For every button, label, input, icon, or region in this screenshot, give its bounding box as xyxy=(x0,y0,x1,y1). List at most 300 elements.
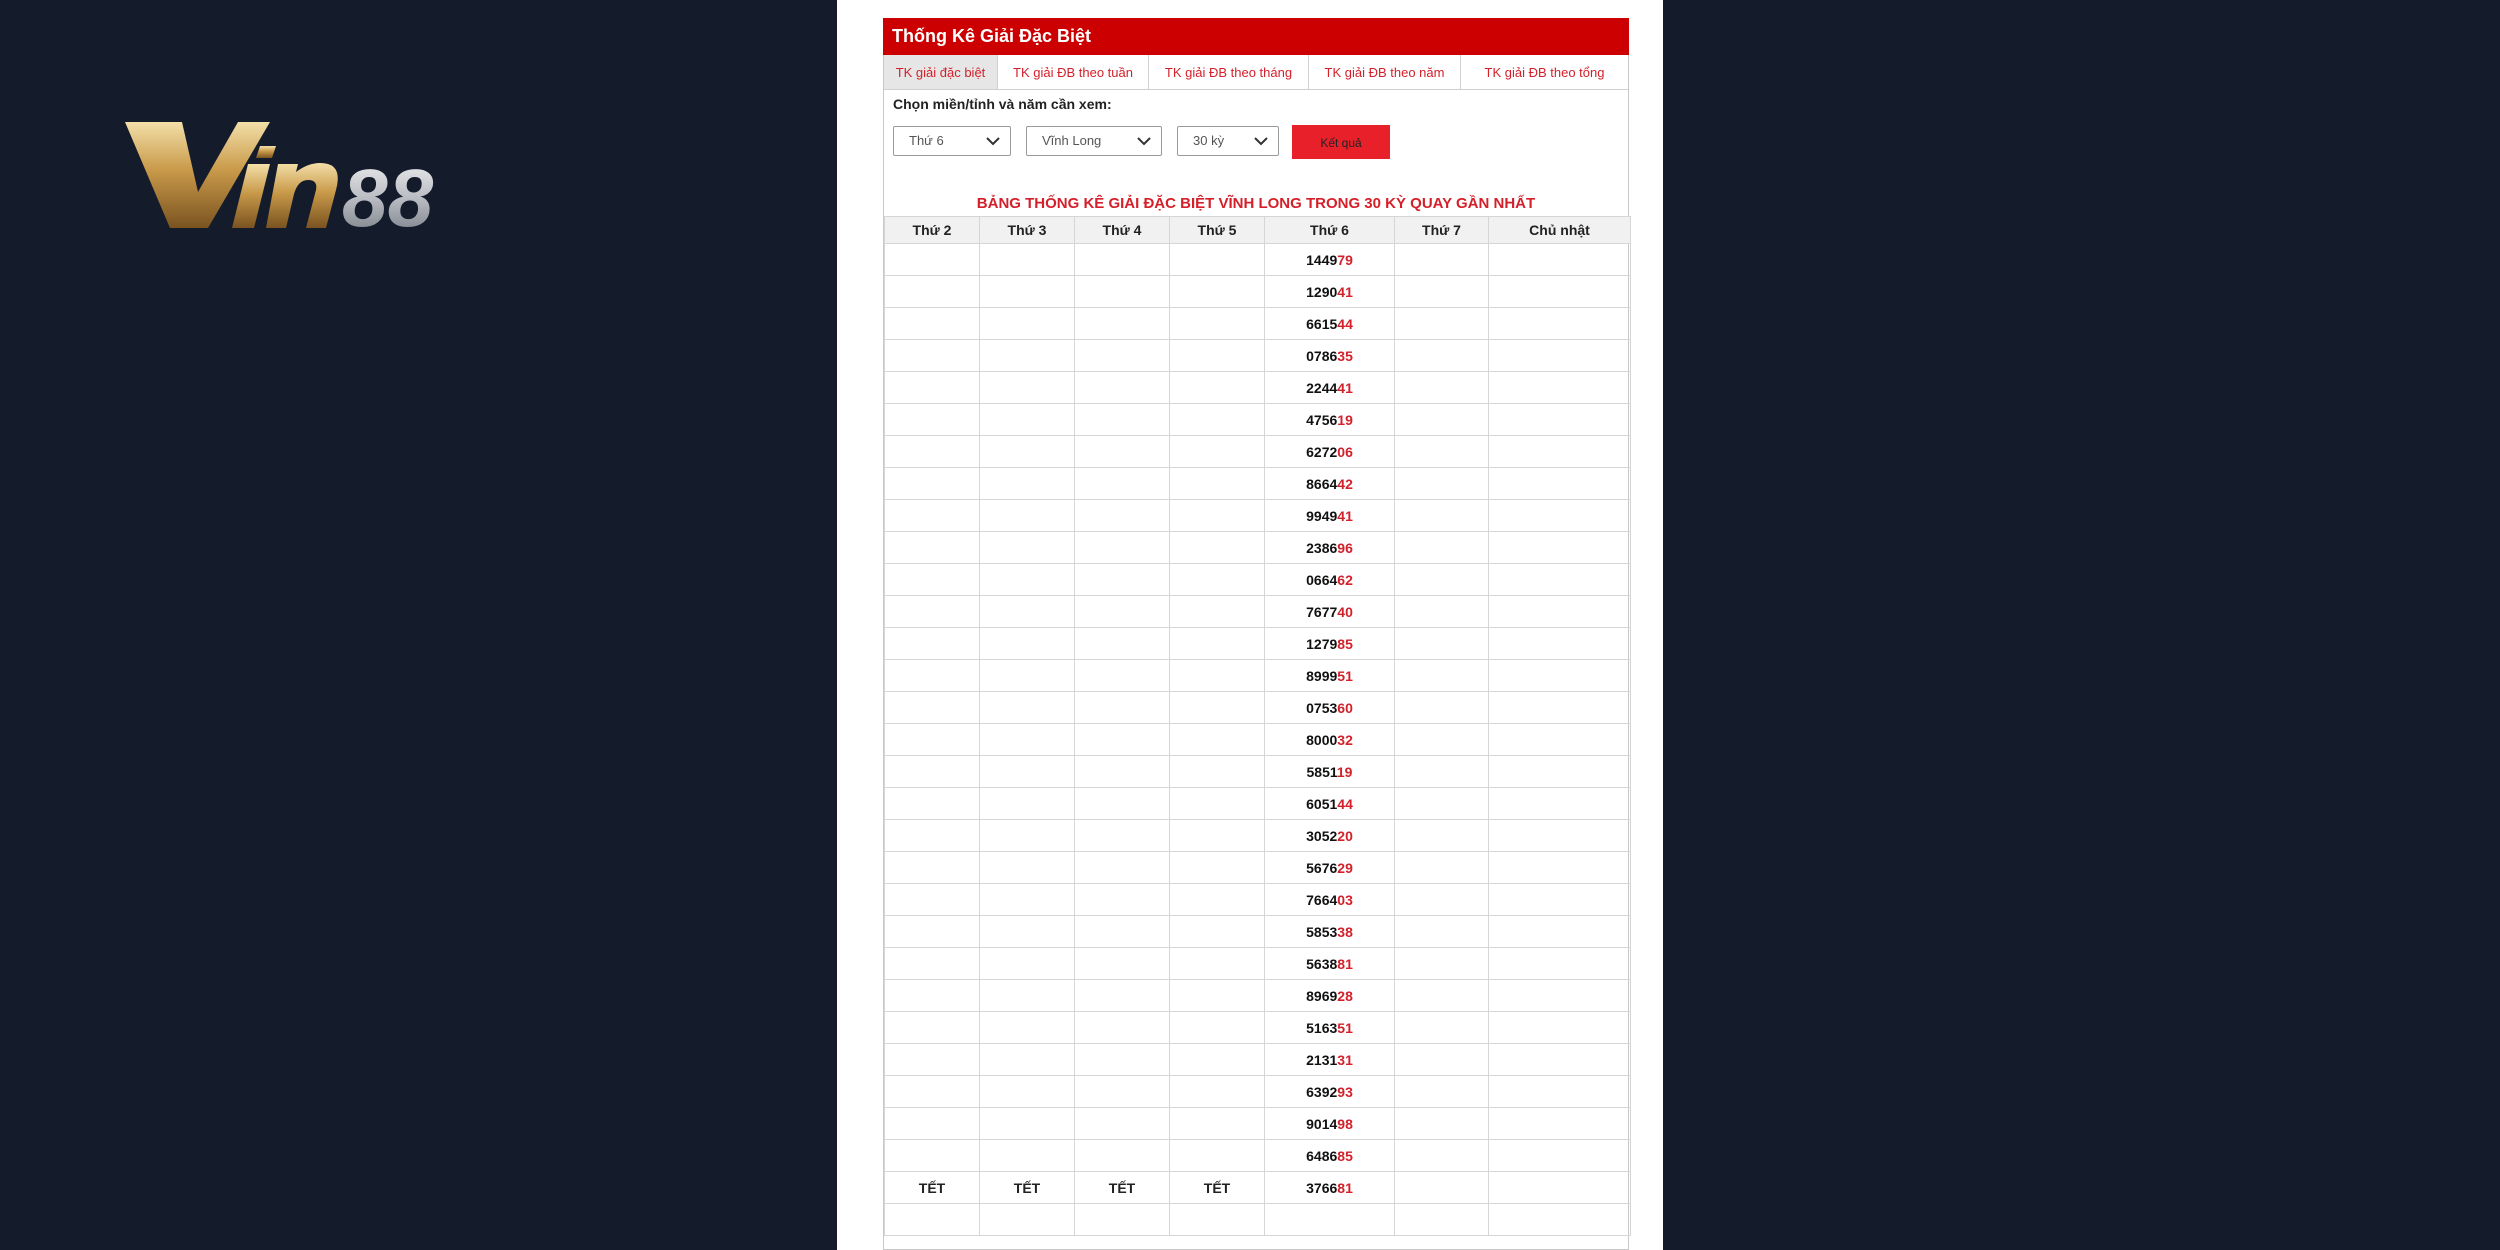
result-number-head: 6486 xyxy=(1306,1147,1338,1164)
empty-cell xyxy=(1075,564,1170,596)
tab-by-total[interactable]: TK giải ĐB theo tổng xyxy=(1484,64,1605,80)
form-label: Chọn miền/tỉnh và năm cần xem: xyxy=(893,96,1112,112)
empty-cell xyxy=(1489,884,1631,916)
table-row xyxy=(885,404,1631,436)
table-row xyxy=(885,1076,1631,1108)
result-number-tail: 81 xyxy=(1337,1179,1353,1196)
empty-cell xyxy=(1170,532,1265,564)
result-number-head: 4756 xyxy=(1306,411,1338,428)
empty-cell xyxy=(885,820,980,852)
empty-cell xyxy=(1075,692,1170,724)
empty-cell xyxy=(1075,308,1170,340)
result-number-tail: 41 xyxy=(1337,283,1353,300)
tab-by-month[interactable]: TK giải ĐB theo tháng xyxy=(1149,55,1309,89)
empty-cell xyxy=(1075,372,1170,404)
empty-cell xyxy=(1489,628,1631,660)
table-row xyxy=(885,1012,1631,1044)
result-cell xyxy=(1265,436,1395,468)
result-number-tail: 19 xyxy=(1336,763,1353,780)
empty-cell xyxy=(1075,244,1170,276)
empty-cell xyxy=(1395,468,1489,500)
empty-cell xyxy=(1395,244,1489,276)
empty-cell xyxy=(885,1012,980,1044)
empty-cell xyxy=(980,404,1075,436)
weekday-select-value: Thứ 6 xyxy=(909,133,944,148)
empty-cell xyxy=(1170,1204,1265,1236)
chevron-down-icon xyxy=(986,136,1000,146)
column-header-thu: Thứ 5 xyxy=(1170,217,1265,244)
empty-cell xyxy=(980,500,1075,532)
result-cell xyxy=(1265,724,1395,756)
empty-cell xyxy=(885,980,980,1012)
empty-cell xyxy=(1075,788,1170,820)
empty-cell xyxy=(885,468,980,500)
result-number-head: 8664 xyxy=(1306,475,1338,492)
empty-cell xyxy=(1075,500,1170,532)
empty-cell xyxy=(1395,1140,1489,1172)
result-cell xyxy=(1265,532,1395,564)
empty-cell xyxy=(1395,340,1489,372)
empty-cell xyxy=(1170,564,1265,596)
empty-cell xyxy=(980,244,1075,276)
result-number-head: 3052 xyxy=(1306,827,1338,844)
table-row xyxy=(885,276,1631,308)
empty-cell xyxy=(1489,948,1631,980)
result-cell xyxy=(1265,372,1395,404)
table-title: BẢNG THỐNG KÊ GIẢI ĐẶC BIỆT VĨNH LONG TRONG 30 KỲ QUAY GẦN NHẤT xyxy=(976,195,1536,212)
empty-cell xyxy=(1395,1108,1489,1140)
result-cell xyxy=(1265,820,1395,852)
tab-by-year[interactable]: TK giải ĐB theo năm xyxy=(1309,55,1461,89)
result-number-head: 8999 xyxy=(1306,667,1338,684)
empty-cell xyxy=(980,916,1075,948)
result-number-head: 8000 xyxy=(1306,731,1338,748)
result-number-tail: 85 xyxy=(1337,1147,1353,1164)
empty-cell xyxy=(885,692,980,724)
empty-cell xyxy=(980,980,1075,1012)
result-cell xyxy=(1265,660,1395,692)
result-cell xyxy=(1265,788,1395,820)
table-row xyxy=(885,660,1631,692)
empty-cell xyxy=(1170,916,1265,948)
empty-cell xyxy=(885,500,980,532)
column-header-sun: Chủ nhật xyxy=(1489,217,1631,244)
empty-cell xyxy=(1075,980,1170,1012)
empty-cell xyxy=(1170,500,1265,532)
empty-cell xyxy=(1075,1076,1170,1108)
column-header-fri: Thứ 6 xyxy=(1265,217,1395,244)
empty-cell xyxy=(1075,340,1170,372)
empty-cell xyxy=(1489,980,1631,1012)
result-cell xyxy=(1265,1140,1395,1172)
empty-cell xyxy=(885,788,980,820)
empty-cell xyxy=(980,532,1075,564)
empty-cell xyxy=(1075,884,1170,916)
result-number-head: 8969 xyxy=(1306,987,1338,1004)
empty-cell xyxy=(1489,1076,1631,1108)
empty-cell xyxy=(885,756,980,788)
result-number-head: 6272 xyxy=(1306,443,1338,460)
empty-cell xyxy=(885,660,980,692)
result-cell xyxy=(1265,564,1395,596)
result-number-tail: 03 xyxy=(1337,891,1353,908)
province-select-value: Vĩnh Long xyxy=(1042,133,1102,148)
result-number-head: 5851 xyxy=(1306,763,1337,780)
empty-cell xyxy=(885,564,980,596)
result-cell xyxy=(1265,340,1395,372)
tet-cell: TẾT xyxy=(1170,1172,1265,1204)
table-row xyxy=(885,340,1631,372)
empty-cell xyxy=(1170,980,1265,1012)
empty-cell xyxy=(1395,980,1489,1012)
result-cell xyxy=(1265,244,1395,276)
empty-cell xyxy=(980,884,1075,916)
result-number-head: 0753 xyxy=(1306,699,1338,716)
result-number-head: 5638 xyxy=(1306,955,1338,972)
chevron-down-icon xyxy=(1137,136,1151,146)
result-number-head: 7677 xyxy=(1306,603,1338,620)
stats-tabs xyxy=(884,55,1628,90)
result-number-head: 0786 xyxy=(1306,347,1338,364)
result-cell xyxy=(1265,980,1395,1012)
table-row xyxy=(885,788,1631,820)
result-number-tail: 29 xyxy=(1337,859,1353,876)
result-number-tail: 79 xyxy=(1337,251,1353,268)
empty-cell xyxy=(1395,404,1489,436)
empty-cell xyxy=(885,372,980,404)
table-row xyxy=(885,852,1631,884)
table-row xyxy=(885,372,1631,404)
tab-by-week[interactable]: TK giải ĐB theo tuần xyxy=(998,55,1149,89)
empty-cell xyxy=(1395,628,1489,660)
empty-cell xyxy=(1395,884,1489,916)
table-row xyxy=(885,980,1631,1012)
empty-cell xyxy=(1170,628,1265,660)
logo-text: 88 xyxy=(342,153,434,240)
result-cell xyxy=(1265,308,1395,340)
table-row xyxy=(885,564,1631,596)
empty-cell xyxy=(1170,1044,1265,1076)
empty-cell xyxy=(1170,340,1265,372)
result-cell xyxy=(1265,692,1395,724)
empty-cell xyxy=(1170,1012,1265,1044)
empty-cell xyxy=(1075,1140,1170,1172)
empty-cell xyxy=(980,468,1075,500)
result-number-head: 1449 xyxy=(1306,251,1338,268)
empty-cell xyxy=(1489,244,1631,276)
empty-cell xyxy=(1395,916,1489,948)
result-cell xyxy=(1265,884,1395,916)
empty-cell xyxy=(980,1012,1075,1044)
empty-cell xyxy=(980,820,1075,852)
result-number-head: 5163 xyxy=(1306,1019,1338,1036)
empty-cell xyxy=(1489,1108,1631,1140)
empty-cell xyxy=(1170,308,1265,340)
empty-cell xyxy=(980,660,1075,692)
result-number-tail: 35 xyxy=(1337,347,1353,364)
empty-cell xyxy=(885,1204,980,1236)
empty-cell xyxy=(1395,532,1489,564)
table-row xyxy=(885,1140,1631,1172)
weekday-select[interactable] xyxy=(893,126,1011,156)
result-number-tail: 41 xyxy=(1337,507,1353,524)
empty-cell xyxy=(885,1076,980,1108)
result-number-tail: 40 xyxy=(1337,603,1353,620)
table-row xyxy=(885,532,1631,564)
empty-cell xyxy=(1075,1204,1170,1236)
empty-cell xyxy=(980,1204,1075,1236)
empty-cell xyxy=(885,1108,980,1140)
result-cell xyxy=(1265,500,1395,532)
empty-cell xyxy=(1170,372,1265,404)
empty-cell xyxy=(1075,596,1170,628)
result-number-head: 2131 xyxy=(1306,1051,1338,1068)
table-row xyxy=(885,948,1631,980)
empty-cell xyxy=(1395,820,1489,852)
periods-select[interactable] xyxy=(1177,126,1279,156)
empty-cell xyxy=(1075,628,1170,660)
empty-cell xyxy=(1170,244,1265,276)
column-header-wed: Thứ 4 xyxy=(1075,217,1170,244)
result-number-tail: 28 xyxy=(1337,987,1353,1004)
empty-cell xyxy=(1395,756,1489,788)
empty-cell xyxy=(1075,948,1170,980)
empty-cell xyxy=(1489,564,1631,596)
empty-cell xyxy=(1170,468,1265,500)
empty-cell xyxy=(885,1140,980,1172)
result-cell xyxy=(1265,948,1395,980)
empty-cell xyxy=(1170,436,1265,468)
result-number-tail: 19 xyxy=(1337,411,1353,428)
result-cell xyxy=(1265,596,1395,628)
empty-cell xyxy=(1170,724,1265,756)
table-row xyxy=(885,436,1631,468)
empty-cell xyxy=(1489,1172,1631,1204)
empty-cell xyxy=(1395,436,1489,468)
empty-cell xyxy=(1075,820,1170,852)
empty-cell xyxy=(1075,916,1170,948)
empty-cell xyxy=(980,436,1075,468)
empty-cell xyxy=(1395,372,1489,404)
result-number-tail: 85 xyxy=(1337,635,1353,652)
empty-cell xyxy=(980,1140,1075,1172)
table-row xyxy=(885,692,1631,724)
table-header-row xyxy=(885,217,1631,244)
empty-cell xyxy=(1170,948,1265,980)
empty-cell xyxy=(885,724,980,756)
empty-cell xyxy=(1075,404,1170,436)
empty-cell xyxy=(1395,1044,1489,1076)
empty-cell xyxy=(1395,500,1489,532)
result-number-head: 1279 xyxy=(1306,635,1338,652)
empty-cell xyxy=(1489,820,1631,852)
table-row xyxy=(885,468,1631,500)
empty-cell xyxy=(1075,276,1170,308)
empty-cell xyxy=(1395,852,1489,884)
empty-cell xyxy=(1489,372,1631,404)
empty-cell xyxy=(885,916,980,948)
column-header-mon: Thứ 2 xyxy=(885,217,980,244)
empty-cell xyxy=(1075,852,1170,884)
result-number-tail: 06 xyxy=(1337,443,1353,460)
empty-cell xyxy=(885,436,980,468)
table-row xyxy=(885,628,1631,660)
result-number-head: 5676 xyxy=(1306,859,1338,876)
empty-cell xyxy=(1395,1204,1489,1236)
empty-cell xyxy=(1489,404,1631,436)
filter-controls xyxy=(884,116,1628,176)
tab-special-prize[interactable]: TK giải đặc biệt xyxy=(884,55,998,89)
periods-select-value: 30 kỳ xyxy=(1193,133,1225,148)
empty-cell xyxy=(885,948,980,980)
empty-cell xyxy=(1170,1108,1265,1140)
empty-cell xyxy=(885,404,980,436)
empty-cell xyxy=(1489,532,1631,564)
result-cell xyxy=(1265,1172,1395,1204)
table-row xyxy=(885,244,1631,276)
empty-cell xyxy=(1489,1012,1631,1044)
empty-cell xyxy=(1489,276,1631,308)
empty-cell xyxy=(980,276,1075,308)
empty-cell xyxy=(1170,404,1265,436)
empty-cell xyxy=(1075,1108,1170,1140)
result-number-tail: 44 xyxy=(1337,315,1353,332)
table-row xyxy=(885,500,1631,532)
result-cell xyxy=(1265,404,1395,436)
empty-cell xyxy=(1395,788,1489,820)
empty-cell xyxy=(980,852,1075,884)
empty-cell xyxy=(1395,1172,1489,1204)
empty-cell xyxy=(980,948,1075,980)
table-row xyxy=(885,820,1631,852)
empty-cell xyxy=(1075,1044,1170,1076)
table-row xyxy=(885,596,1631,628)
tet-cell: TẾT xyxy=(1075,1172,1170,1204)
empty-cell xyxy=(1075,532,1170,564)
result-number-head: 2386 xyxy=(1306,539,1338,556)
empty-cell xyxy=(1489,468,1631,500)
result-number-tail: 51 xyxy=(1337,667,1353,684)
empty-cell xyxy=(980,564,1075,596)
empty-cell xyxy=(1489,724,1631,756)
empty-cell xyxy=(885,852,980,884)
result-number-tail: 41 xyxy=(1337,379,1353,396)
chevron-down-icon xyxy=(1254,136,1268,146)
empty-cell xyxy=(1170,884,1265,916)
vin88-logo xyxy=(120,110,490,240)
table-row xyxy=(885,1204,1631,1236)
empty-cell xyxy=(1489,500,1631,532)
empty-cell xyxy=(1075,756,1170,788)
empty-cell xyxy=(1489,788,1631,820)
empty-cell xyxy=(885,244,980,276)
empty-cell xyxy=(1170,596,1265,628)
empty-cell xyxy=(1075,724,1170,756)
empty-cell xyxy=(885,308,980,340)
empty-cell xyxy=(885,628,980,660)
empty-cell xyxy=(1489,1044,1631,1076)
result-number-head: 3766 xyxy=(1306,1179,1338,1196)
empty-cell xyxy=(1489,916,1631,948)
result-number-tail: 32 xyxy=(1337,731,1353,748)
table-row xyxy=(885,756,1631,788)
empty-cell xyxy=(1489,340,1631,372)
empty-cell xyxy=(1489,1140,1631,1172)
empty-cell xyxy=(1075,468,1170,500)
empty-cell xyxy=(1489,596,1631,628)
result-number-tail: 60 xyxy=(1337,699,1353,716)
empty-cell xyxy=(1170,1140,1265,1172)
empty-cell xyxy=(1170,660,1265,692)
tet-cell: TẾT xyxy=(980,1172,1075,1204)
special-prize-widget xyxy=(883,18,1629,1250)
empty-cell xyxy=(1170,1076,1265,1108)
empty-cell xyxy=(980,308,1075,340)
empty-cell xyxy=(1395,308,1489,340)
empty-cell xyxy=(1489,1204,1631,1236)
result-cell xyxy=(1265,1044,1395,1076)
empty-cell xyxy=(1489,852,1631,884)
result-number-head: 5853 xyxy=(1306,923,1338,940)
result-number-head: 2244 xyxy=(1306,379,1338,396)
empty-cell xyxy=(1489,756,1631,788)
result-cell xyxy=(1265,1012,1395,1044)
result-number-tail: 96 xyxy=(1337,539,1353,556)
empty-cell xyxy=(980,596,1075,628)
empty-cell xyxy=(1395,692,1489,724)
result-cell xyxy=(1265,468,1395,500)
result-cell xyxy=(1265,1108,1395,1140)
empty-cell xyxy=(980,756,1075,788)
result-number-head: 9949 xyxy=(1306,507,1338,524)
empty-cell xyxy=(1489,436,1631,468)
result-number-tail: 42 xyxy=(1337,475,1353,492)
result-number-tail: 62 xyxy=(1337,571,1353,588)
empty-cell xyxy=(1395,1076,1489,1108)
empty-cell xyxy=(1395,596,1489,628)
result-number-head: 7664 xyxy=(1306,891,1338,908)
tet-cell: TẾT xyxy=(885,1172,980,1204)
result-number-head: 6615 xyxy=(1306,315,1338,332)
result-cell xyxy=(1265,1076,1395,1108)
result-number-head: 6392 xyxy=(1306,1083,1338,1100)
results-table xyxy=(884,216,1631,1236)
result-number-tail: 81 xyxy=(1337,955,1353,972)
empty-cell xyxy=(1395,724,1489,756)
empty-cell xyxy=(1075,1012,1170,1044)
table-row xyxy=(885,308,1631,340)
empty-cell xyxy=(980,1108,1075,1140)
result-number-tail: 20 xyxy=(1337,827,1353,844)
province-select[interactable] xyxy=(1026,126,1162,156)
empty-cell xyxy=(1489,692,1631,724)
result-number-head: 1290 xyxy=(1306,283,1338,300)
empty-cell xyxy=(1489,660,1631,692)
result-cell xyxy=(1265,628,1395,660)
result-number-tail: 44 xyxy=(1337,795,1353,812)
empty-cell xyxy=(1170,692,1265,724)
empty-cell xyxy=(1170,820,1265,852)
result-cell xyxy=(1265,852,1395,884)
empty-cell xyxy=(980,692,1075,724)
empty-cell xyxy=(1395,948,1489,980)
results-body xyxy=(885,244,1631,1236)
result-number-tail: 38 xyxy=(1337,923,1353,940)
submit-button[interactable]: Kết quả xyxy=(1292,125,1390,159)
empty-cell xyxy=(1395,1012,1489,1044)
empty-cell xyxy=(1265,1204,1395,1236)
column-header-sat: Thứ 7 xyxy=(1395,217,1489,244)
